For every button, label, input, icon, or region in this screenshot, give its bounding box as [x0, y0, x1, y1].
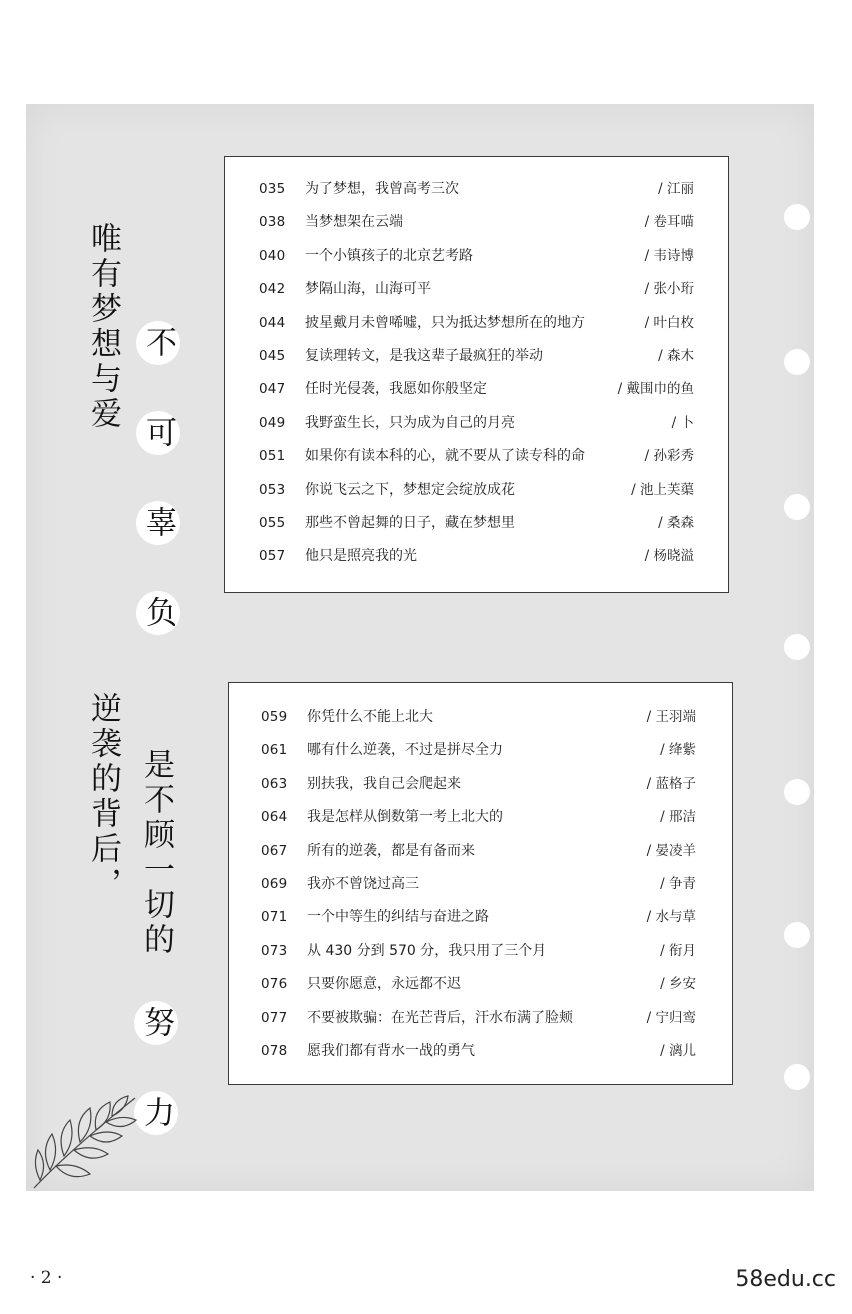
toc-page-number: 076 [261, 976, 288, 993]
toc-title: 复读理转文，是我这辈子最疯狂的举动 [305, 347, 543, 364]
toc-author: / 衔月 [660, 942, 696, 959]
heading-circle-char: 辜 [136, 501, 180, 545]
toc-page-number: 057 [259, 548, 286, 565]
section1-heading-col2 [136, 318, 180, 638]
toc-author: / 叶白枚 [644, 314, 694, 331]
toc-entry[interactable] [229, 907, 732, 940]
toc-page-number: 042 [259, 281, 286, 298]
toc-title: 我是怎样从倒数第一考上北大的 [307, 809, 503, 826]
heading-circle-char: 不 [136, 321, 180, 365]
heading-circle-char: 负 [136, 591, 180, 635]
toc-entry[interactable] [225, 480, 728, 513]
section1-heading-col1: 唯有梦想与爱 [85, 222, 121, 432]
toc-author: / 晏凌羊 [646, 842, 696, 859]
toc-entry[interactable] [225, 513, 728, 546]
toc-author: / 争青 [660, 875, 696, 892]
toc-page-number: 038 [259, 214, 286, 231]
toc-title: 披星戴月未曾唏嘘，只为抵达梦想所在的地方 [305, 314, 585, 331]
heading-circle-char: 力 [134, 1091, 178, 1135]
toc-author: / 池上芙蕖 [631, 481, 694, 498]
toc-entry[interactable] [229, 974, 732, 1007]
binder-hole [784, 349, 810, 375]
toc-author: / 韦诗博 [644, 247, 694, 264]
toc-title: 一个中等生的纠结与奋进之路 [307, 909, 489, 926]
toc-author: / 孙彩秀 [644, 448, 694, 465]
toc-title: 哪有什么逆袭，不过是拼尽全力 [307, 742, 503, 759]
toc-entry[interactable] [229, 1008, 732, 1041]
page-number: · 2 · [30, 1268, 63, 1288]
section2-heading-col1: 逆袭的背后， [85, 692, 121, 902]
toc-author: / 漓儿 [660, 1042, 696, 1059]
toc-entry[interactable] [229, 841, 732, 874]
toc-title: 任时光侵袭，我愿如你般坚定 [305, 381, 487, 398]
toc-title: 当梦想架在云端 [305, 214, 403, 231]
toc-box-section2 [228, 682, 733, 1085]
toc-entry[interactable] [225, 246, 728, 279]
toc-author: / 乡安 [660, 976, 696, 993]
toc-title: 你凭什么不能上北大 [307, 709, 433, 725]
toc-page-number: 053 [259, 481, 286, 498]
binder-hole [784, 779, 810, 805]
heading-text: 是不顾一切的 [138, 748, 174, 958]
toc-title: 一个小镇孩子的北京艺考路 [305, 247, 473, 264]
toc-entry[interactable] [225, 179, 728, 212]
toc-title: 梦隔山海，山海可平 [305, 281, 431, 298]
toc-title: 我野蛮生长，只为成为自己的月亮 [305, 414, 515, 431]
toc-entry[interactable] [229, 774, 732, 807]
toc-entry[interactable] [225, 379, 728, 412]
toc-title: 别扶我，我自己会爬起来 [307, 775, 461, 792]
toc-author: / 森木 [658, 347, 694, 364]
toc-entry[interactable] [225, 346, 728, 379]
toc-page-number: 051 [259, 448, 286, 465]
toc-entry[interactable] [229, 740, 732, 773]
toc-author: / 桑森 [658, 514, 694, 531]
leaf-branch-icon [30, 1090, 150, 1190]
toc-title: 那些不曾起舞的日子，藏在梦想里 [305, 514, 515, 531]
toc-author: / 杨晓溢 [644, 548, 694, 565]
toc-page-number: 049 [259, 414, 286, 431]
toc-entry[interactable] [225, 546, 728, 579]
toc-page-number: 044 [259, 314, 286, 331]
toc-title: 你说飞云之下，梦想定会绽放成花 [305, 481, 515, 498]
toc-title: 不要被欺骗：在光芒背后，汗水布满了脸颊 [307, 1009, 573, 1026]
toc-entry[interactable] [229, 707, 732, 740]
toc-author: / 王羽端 [646, 709, 696, 725]
toc-entry[interactable] [225, 446, 728, 479]
toc-page-number: 040 [259, 247, 286, 264]
toc-list [225, 179, 728, 580]
toc-entry[interactable] [229, 941, 732, 974]
toc-title: 如果你有读本科的心，就不要从了读专科的命 [305, 448, 585, 465]
toc-page-number: 045 [259, 347, 286, 364]
toc-entry[interactable] [225, 313, 728, 346]
toc-page-number: 063 [261, 775, 288, 792]
toc-page-number: 067 [261, 842, 288, 859]
toc-page-number: 078 [261, 1042, 288, 1059]
section2-heading-col2 [134, 748, 178, 1138]
toc-title: 从 430 分到 570 分，我只用了三个月 [307, 942, 547, 959]
toc-author: / 张小珩 [644, 281, 694, 298]
binder-hole [784, 494, 810, 520]
toc-box-section1 [224, 156, 729, 593]
toc-page-number: 047 [259, 381, 286, 398]
toc-page-number: 069 [261, 875, 288, 892]
toc-entry[interactable] [225, 212, 728, 245]
heading-circle-char: 可 [136, 411, 180, 455]
toc-title: 愿我们都有背水一战的勇气 [307, 1042, 475, 1059]
toc-title: 为了梦想，我曾高考三次 [305, 181, 459, 197]
binder-hole [784, 204, 810, 230]
toc-author: / 戴围巾的鱼 [617, 381, 694, 398]
toc-page-number: 064 [261, 809, 288, 826]
toc-entry[interactable] [229, 807, 732, 840]
toc-author: / 江丽 [658, 181, 694, 197]
heading-circle-char: 努 [134, 1001, 178, 1045]
toc-page-number: 077 [261, 1009, 288, 1026]
binder-hole [784, 1064, 810, 1090]
toc-list [229, 707, 732, 1074]
binder-hole [784, 922, 810, 948]
toc-page-number: 035 [259, 181, 286, 197]
toc-author: / 宁归鸾 [646, 1009, 696, 1026]
toc-author: / 卷耳喵 [644, 214, 694, 231]
toc-entry[interactable] [229, 1041, 732, 1074]
watermark: 58edu.cc [735, 1267, 836, 1292]
toc-title: 我亦不曾饶过高三 [307, 875, 419, 892]
toc-page-number: 059 [261, 709, 288, 725]
toc-author: / 蓝格子 [646, 775, 696, 792]
toc-author: / 水与草 [646, 909, 696, 926]
toc-author: / 绛紫 [660, 742, 696, 759]
toc-page-number: 055 [259, 514, 286, 531]
toc-author: / 卜 [671, 414, 694, 431]
toc-entry[interactable] [229, 874, 732, 907]
toc-page-number: 061 [261, 742, 288, 759]
binder-hole [784, 634, 810, 660]
toc-entry[interactable] [225, 413, 728, 446]
toc-title: 他只是照亮我的光 [305, 548, 417, 565]
toc-entry[interactable] [225, 279, 728, 312]
toc-title: 所有的逆袭，都是有备而来 [307, 842, 475, 859]
toc-page-number: 071 [261, 909, 288, 926]
toc-page-number: 073 [261, 942, 288, 959]
toc-author: / 邢洁 [660, 809, 696, 826]
toc-title: 只要你愿意，永远都不迟 [307, 976, 461, 993]
